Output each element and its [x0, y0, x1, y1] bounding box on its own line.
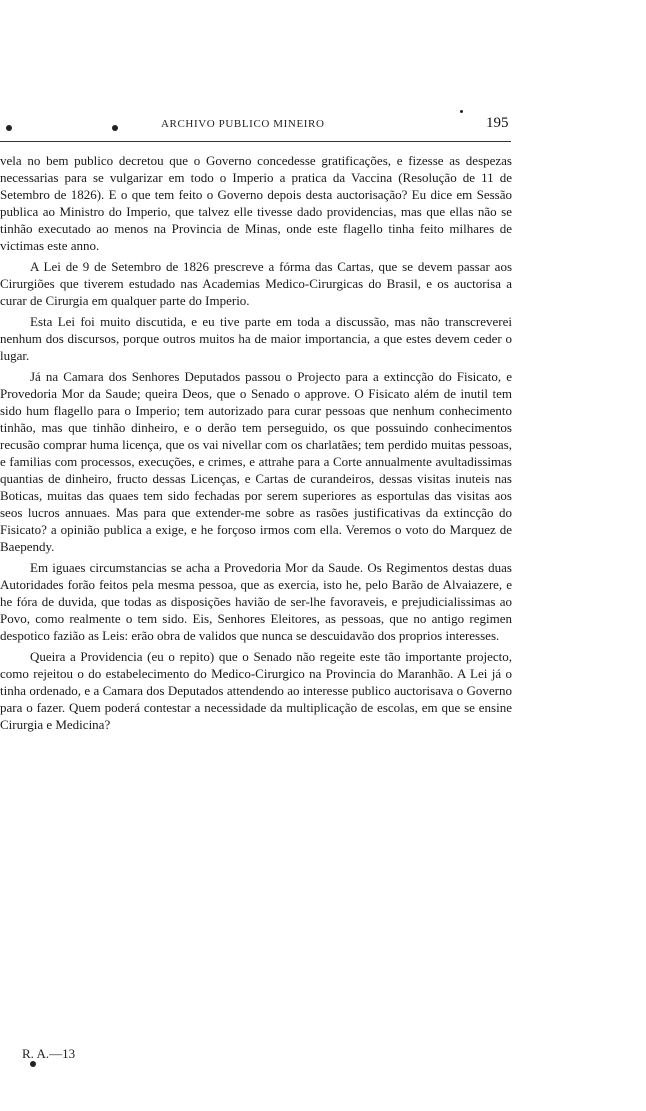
paragraph-4: Já na Camara dos Senhores Deputados passou o Projecto para a extincção do Fisicato, e Provedoria Mor da Saude; queira Deos, que o Senado o approve. O Fisicato além de inutil tem sido hum flagello para o Imperio; tem autorizado para curar pessoas que nenhum conhecimento tinhão, mas que tinhão dinheiro, e o derão tem perseguido, os que possuindo conhecimentos recusão comprar huma licença, que os vai nivellar com os charlatães; tem perdido muitas pessoas, e familias com processos, execuções, e crimes, e attrahe para a Corte annualmente avultadissimas quantias de dinheiro, fructo dessas Licenças, e Cartas de curandeiros, dessas visitas inuteis nas Boticas, muitas das quaes tem sido fechadas por serem superiores as esportulas das visitas aos seos lucros annuaes. Mas para que extender-me sobre as rasões justificativas da extincção do Fisicato? a opinião publica a exige, e he forçoso irmos com ella. Veremos o voto do Marquez de Baependy.	[0, 369, 512, 554]
paragraph-2: A Lei de 9 de Setembro de 1826 prescreve a fórma das Cartas, que se devem passar aos Cirurgiões que tiverem estudado nas Academias Medico-Cirurgicas do Brasil, e os auctorisa a curar de Cirurgia em qualquer parte do Imperio.	[0, 259, 512, 308]
signature-mark: R. A.—13	[22, 1046, 76, 1061]
body-text	[0, 152, 512, 737]
stray-ink-dot	[460, 110, 463, 113]
paragraph-5: Em iguaes circumstancias se acha a Provedoria Mor da Saude. Os Regimentos destas duas Autoridades forão feitos pela mesma pessoa, que as exercia, isto he, pelo Barão de Alvaiazere, e he fóra de duvida, que todas as disposições havião de ser-lhe favoraveis, e prejudicialissimas ao Povo, como realmente o tem sido. Eis, Senhores Eleitores, as pessoas, que no antigo regimen despotico fazião as Leis: erão obra de validos que nunca se descuidavão dos proprios interesses.	[0, 560, 512, 643]
header-center-dot	[112, 125, 118, 131]
paragraph-3: Esta Lei foi muito discutida, e eu tive parte em toda a discussão, mas não transcreverei nenhum dos discursos, porque outros muitos ha de maior importancia, a que estes devem ceder o lugar.	[0, 314, 512, 363]
running-header	[0, 115, 646, 139]
page-number: 195	[486, 115, 509, 131]
header-rule	[0, 141, 511, 142]
paragraph-6: Queira a Providencia (eu o repito) que o Senado não regeite este tão importante projecto, como rejeitou o do estabelecimento do Medico-Cirurgico na Provincia do Maranhão. A Lei já o tinha ordenado, e a Camara dos Deputados attendendo ao interesse publico auctorisava o Governo para o fazer. Quem poderá contestar a necessidade da multiplicação de escolas, em que se ensine Cirurgia e Medicina?	[0, 649, 512, 732]
header-title: ARCHIVO PUBLICO MINEIRO	[161, 118, 325, 130]
header-left-dot	[6, 125, 12, 131]
footer-dot	[30, 1061, 36, 1067]
paragraph-1: vela no bem publico decretou que o Governo concedesse gratificações, e fizesse as despezas necessarias para se vulgarizar em todo o Imperio a pratica da Vaccina (Resolução de 11 de Setembro de 1826). E o que tem feito o Governo depois desta auctorisação? Eu dice em Sessão publica ao Ministro do Imperio, que talvez elle tivesse dado providencias, mas que ellas não se tinhão executado ao menos na Provincia de Minas, onde este flagello tinha feito milhares de victimas este anno.	[0, 153, 512, 253]
